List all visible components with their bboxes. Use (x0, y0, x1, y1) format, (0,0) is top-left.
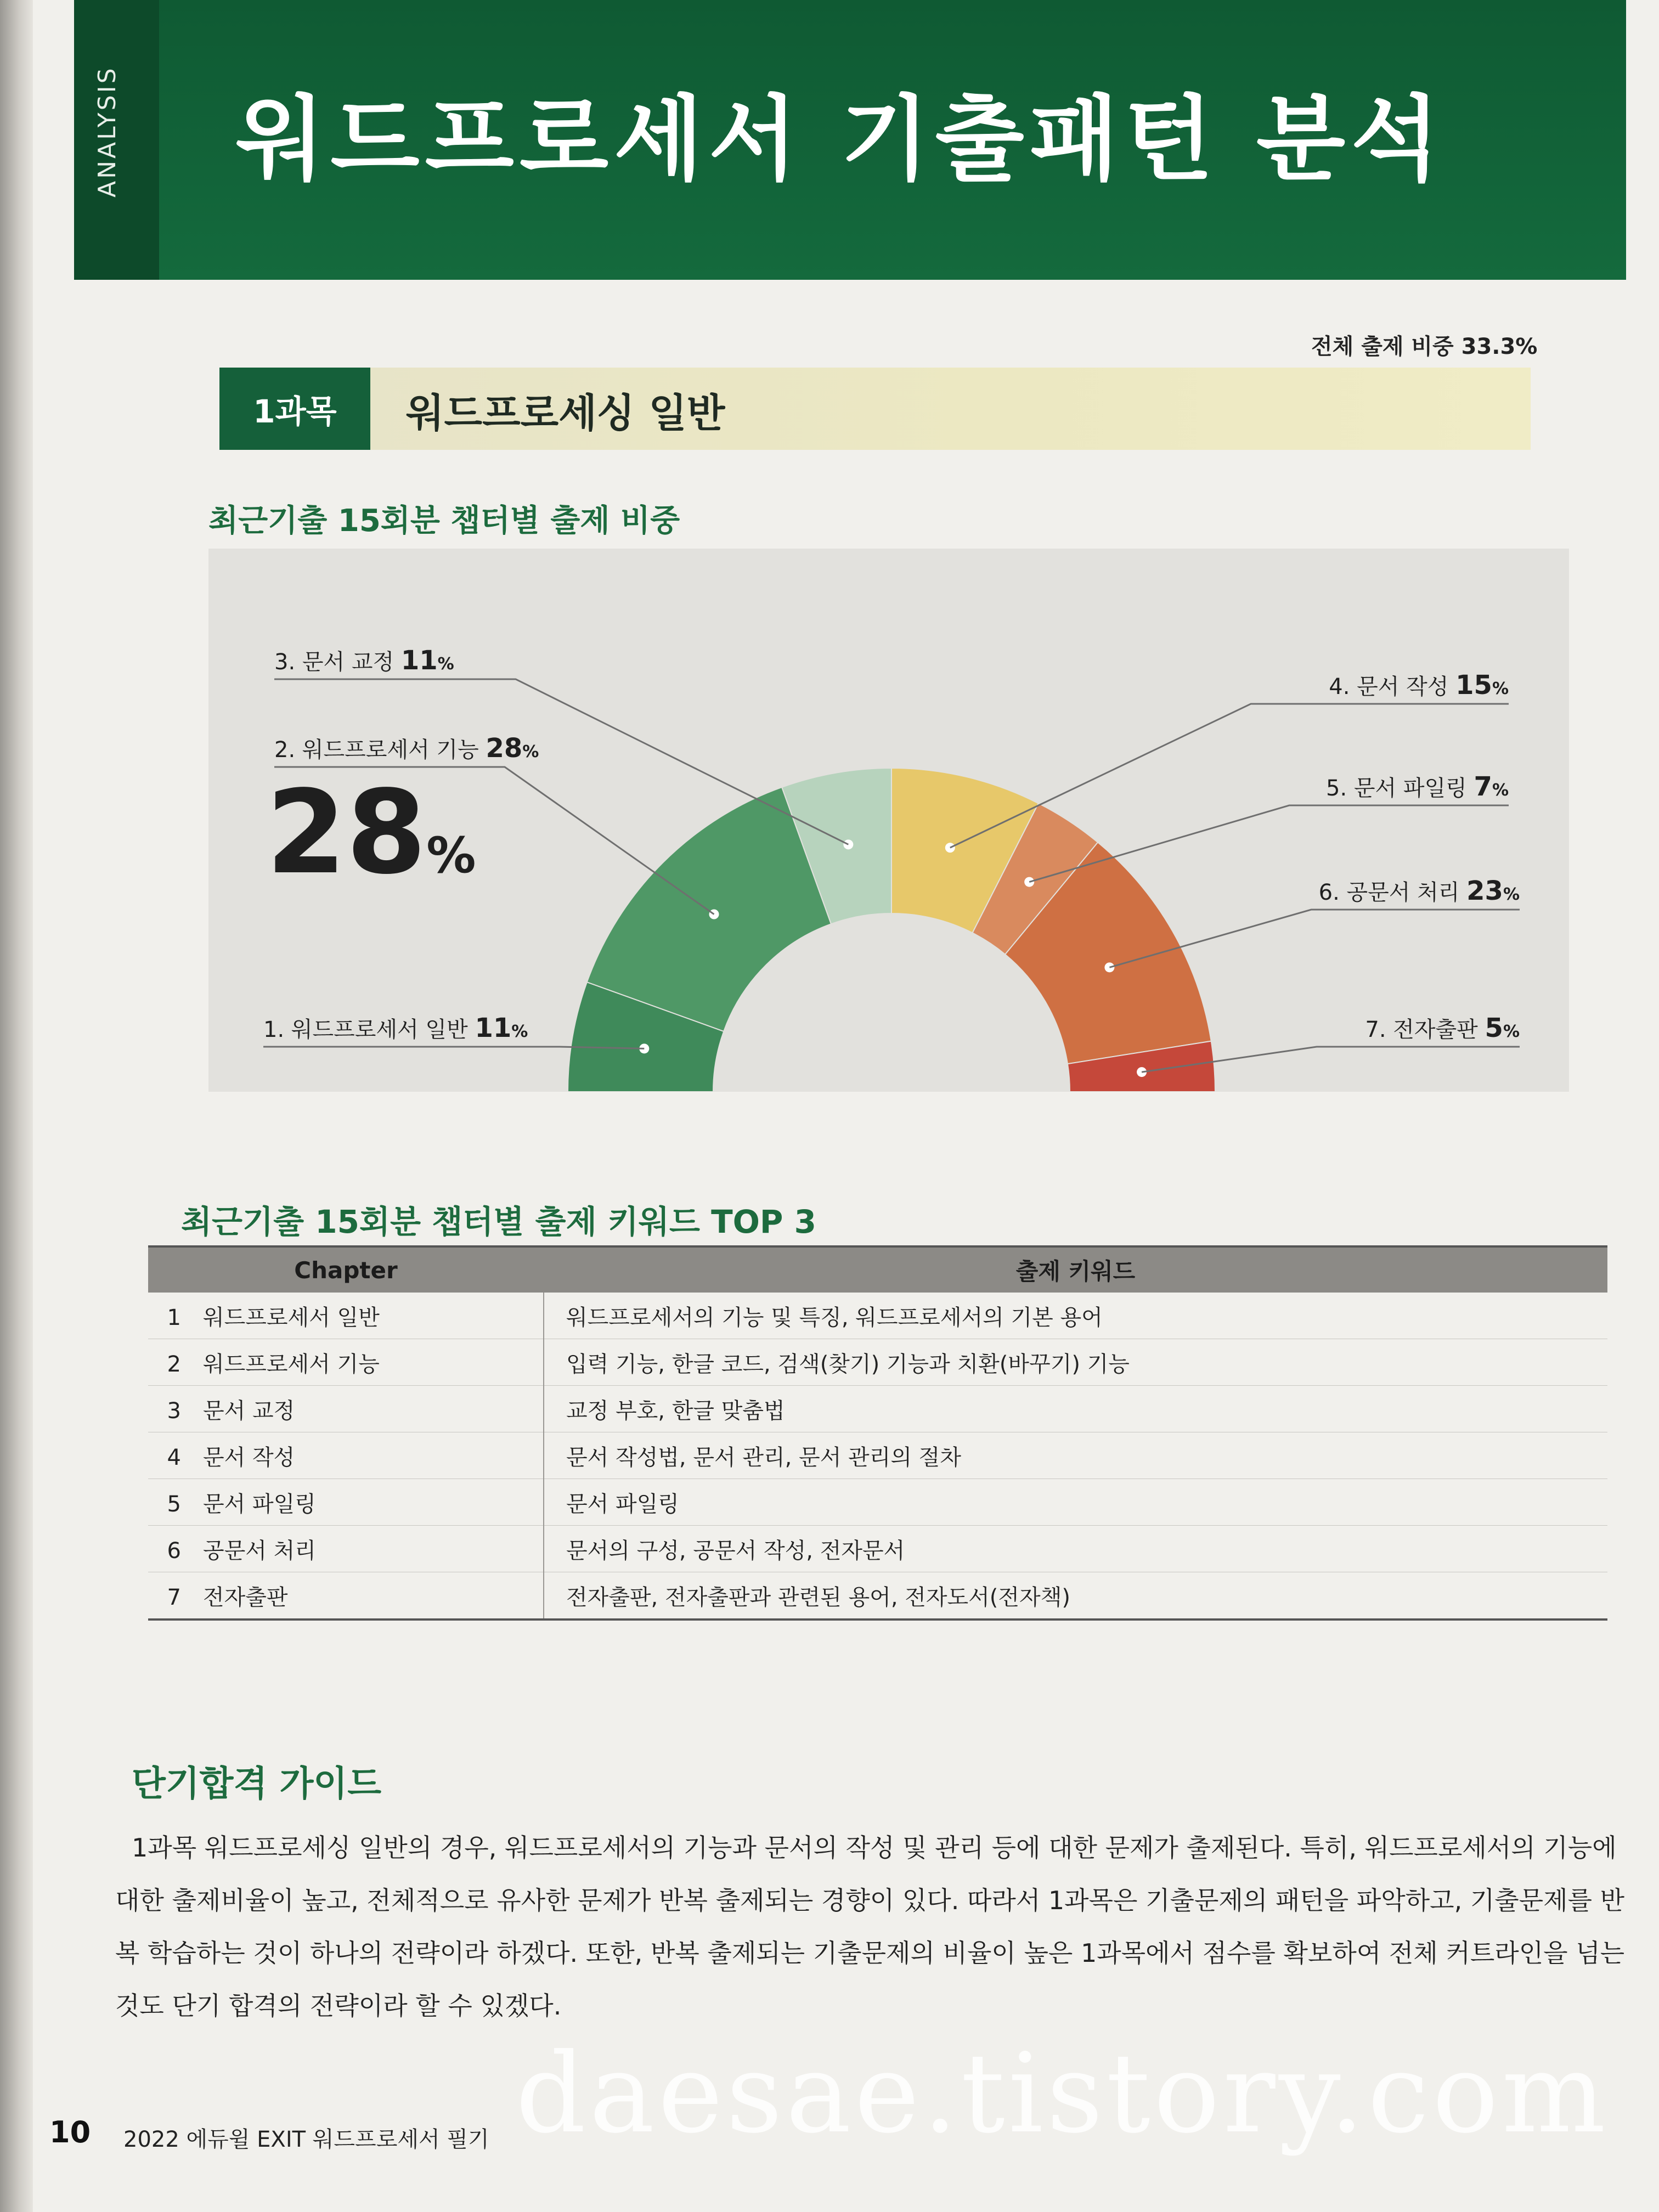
page-title: 워드프로세서 기출패턴 분석 (236, 86, 1446, 193)
chapter-number: 2 (167, 1351, 181, 1377)
keywords-cell: 교정 부호, 한글 맞춤법 (544, 1386, 1607, 1432)
table-heading: 최근기출 15회분 챕터별 출제 키워드 TOP 3 (181, 1203, 816, 1240)
book-spine (0, 0, 33, 2212)
slice-label-3: 3. 문서 교정 11% (274, 645, 454, 676)
table-row (148, 1293, 1607, 1339)
keyword-table (148, 1245, 1607, 1621)
slice-label-6: 6. 공문서 처리 23% (1318, 876, 1520, 906)
chapter-cell (148, 1432, 544, 1479)
table-header-row (148, 1246, 1607, 1293)
section-label: ANALYSIS (93, 66, 121, 198)
total-ratio: 전체 출제 비중 33.3% (1311, 334, 1538, 359)
chapter-number: 3 (167, 1398, 181, 1424)
chapter-name: 문서 파일링 (203, 1491, 316, 1517)
section-badge: 1과목 (219, 368, 370, 450)
slice-marker-5 (1024, 877, 1034, 887)
chapter-cell (148, 1339, 544, 1386)
chapter-number: 4 (167, 1444, 181, 1470)
slice-label-2: 2. 워드프로세서 기능 28% (274, 733, 539, 764)
slice-label-4: 4. 문서 작성 15% (1329, 670, 1509, 701)
chapter-cell (148, 1526, 544, 1572)
guide-text: 1과목 워드프로세싱 일반의 경우, 워드프로세서의 기능과 문서의 작성 및 관리 등에 대한 문제가 출제된다. 특히, 워드프로세서의 기능에 대한 출제비율이 높고, 전체적으로 유사한 문제가 반복 출제되는 경향이 있다. 따라서 1과목은 기출문제의 패턴을 파악하고, 기출문제를 반복 학습하는 것이 하나의 전략이라 하겠다. 또한, 반복 출제되는 기출문제의 비율이 높은 1과목에서 점수를 확보하여 전체 커트라인을 넘는 것도 단기 합격의 전략이라 할 수 있겠다. (115, 1833, 1625, 2021)
chapter-cell (148, 1386, 544, 1432)
slice-label-7: 7. 전자출판 5% (1365, 1013, 1520, 1043)
table-row (148, 1572, 1607, 1620)
donut-chart (208, 549, 1569, 1092)
chapter-number: 5 (167, 1491, 181, 1517)
chapter-number: 6 (167, 1538, 181, 1564)
column-header-chapter: Chapter (148, 1246, 544, 1293)
chapter-name: 문서 교정 (203, 1398, 295, 1424)
page-number: 10 (49, 2115, 91, 2149)
keywords-cell: 입력 기능, 한글 코드, 검색(찾기) 기능과 치환(바꾸기) 기능 (544, 1339, 1607, 1386)
chapter-cell (148, 1572, 544, 1620)
chapter-number: 7 (167, 1584, 181, 1610)
chapter-cell (148, 1479, 544, 1526)
keywords-cell: 워드프로세서의 기능 및 특징, 워드프로세서의 기본 용어 (544, 1293, 1607, 1339)
highlight-value: 28% (266, 765, 476, 900)
keywords-cell: 문서 작성법, 문서 관리, 문서 관리의 절차 (544, 1432, 1607, 1479)
keywords-cell: 문서의 구성, 공문서 작성, 전자문서 (544, 1526, 1607, 1572)
chapter-number: 1 (167, 1305, 181, 1330)
keywords-cell: 문서 파일링 (544, 1479, 1607, 1526)
table-row (148, 1526, 1607, 1572)
chart-heading: 최근기출 15회분 챕터별 출제 비중 (208, 503, 680, 539)
table-row (148, 1479, 1607, 1526)
chapter-name: 공문서 처리 (203, 1538, 316, 1564)
chapter-name: 전자출판 (203, 1584, 288, 1610)
table-row (148, 1432, 1607, 1479)
section-title: 워드프로세싱 일반 (406, 390, 725, 436)
chapter-cell (148, 1293, 544, 1339)
keywords-cell: 전자출판, 전자출판과 관련된 용어, 전자도서(전자책) (544, 1572, 1607, 1620)
column-header-keywords: 출제 키워드 (544, 1246, 1607, 1293)
chapter-name: 워드프로세서 기능 (203, 1351, 380, 1377)
footer-book-title: 2022 에듀윌 EXIT 워드프로세서 필기 (123, 2127, 489, 2152)
chapter-name: 워드프로세서 일반 (203, 1305, 380, 1330)
slice-label-1: 1. 워드프로세서 일반 11% (263, 1013, 528, 1043)
table-row (148, 1339, 1607, 1386)
slice-label-5: 5. 문서 파일링 7% (1326, 771, 1509, 802)
chapter-name: 문서 작성 (203, 1444, 295, 1470)
table-row (148, 1386, 1607, 1432)
guide-heading: 단기합격 가이드 (132, 1764, 382, 1804)
watermark: daesae.tistory.com (516, 2030, 1609, 2158)
